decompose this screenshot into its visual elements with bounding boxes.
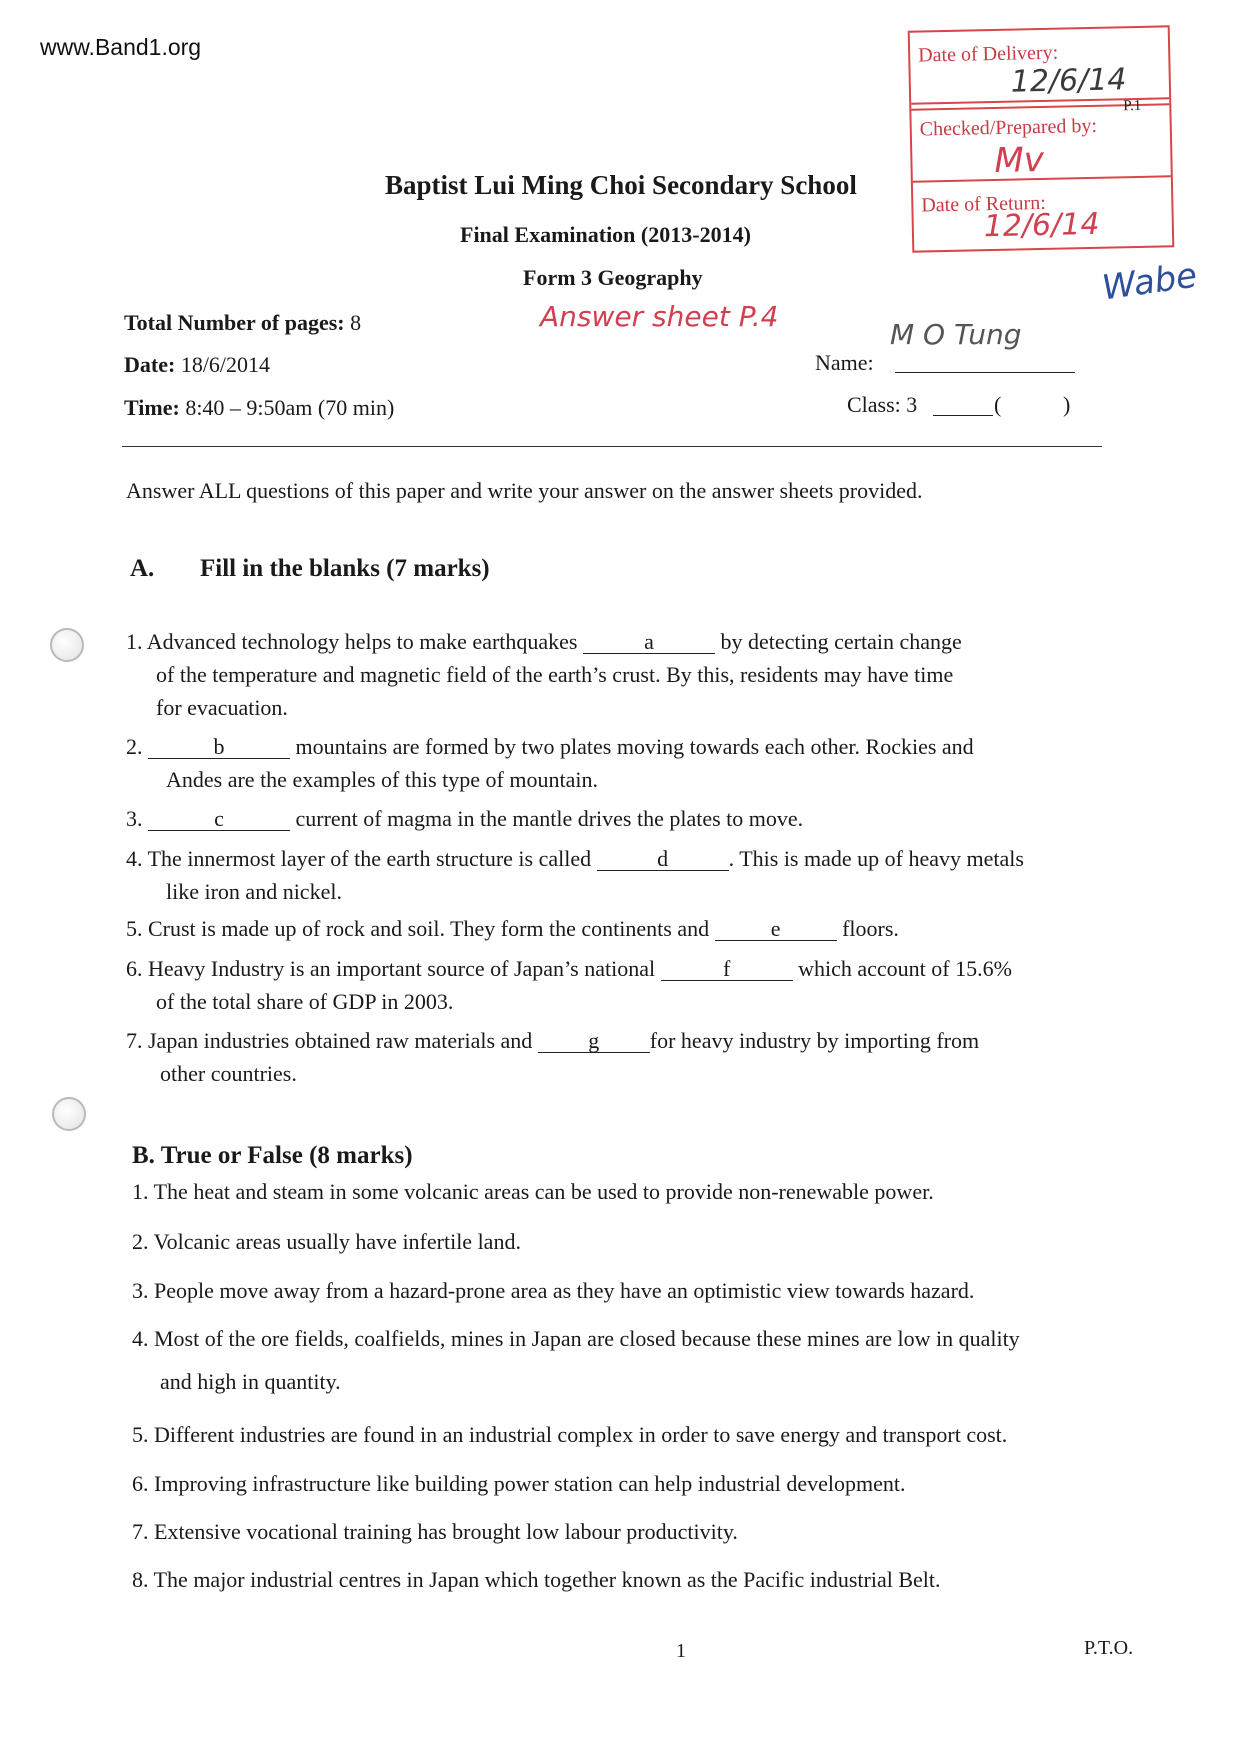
question-number: 7. (126, 1028, 143, 1053)
school-name: Baptist Lui Ming Choi Secondary School (385, 170, 857, 200)
class-label: Class: 3 (847, 392, 918, 417)
binder-hole-bottom (52, 1097, 86, 1131)
question-number: 5. (132, 1422, 149, 1447)
question-text: The major industrial centres in Japan which together known as the Pacific industrial Belt. (153, 1567, 941, 1592)
question-number: 2. (126, 734, 143, 759)
answer-sheet-note: Answer sheet P.4 (540, 300, 779, 333)
date-label: Date: (124, 352, 176, 377)
instruction-text: Answer ALL questions of this paper and write your answer on the answer sheets provided. (126, 478, 923, 503)
question-number: 1. (132, 1179, 149, 1204)
section-b-title: B. True or False (8 marks) (132, 1142, 413, 1169)
question-text: Advanced technology helps to make earthquakes (146, 629, 578, 654)
total-pages (124, 310, 361, 336)
question-number: 1. (126, 629, 143, 654)
stamp-return-label: Date of Return: (921, 191, 1046, 217)
question-a3 (126, 802, 1126, 835)
handwritten-signature: Wabe (1099, 255, 1200, 309)
watermark-url: www.Band1.org (40, 34, 202, 60)
blank-d[interactable]: d (597, 848, 729, 871)
question-b8 (132, 1563, 1132, 1596)
question-number: 3. (132, 1278, 149, 1303)
question-b1 (132, 1175, 1132, 1208)
exam-title: Final Examination (2013-2014) (460, 222, 751, 247)
section-a-title: Fill in the blanks (7 marks) (200, 555, 490, 582)
question-text: current of magma in the mantle drives the plates to move. (295, 806, 804, 831)
question-number: 6. (126, 956, 143, 981)
question-a5 (126, 912, 1126, 945)
question-number: 4. (126, 846, 143, 871)
stamp-page-note: P.1 (1123, 97, 1142, 115)
question-text: Different industries are found in an industrial complex in order to save energy and transport cost. (154, 1422, 1008, 1447)
header-divider (122, 446, 1102, 447)
name-label: Name: (815, 350, 874, 375)
question-text: Heavy Industry is an important source of Japan’s national (148, 956, 656, 981)
exam-time (124, 395, 394, 421)
question-continuation: for evacuation. (156, 695, 288, 720)
blank-e[interactable]: e (715, 918, 837, 941)
question-a7 (126, 1024, 1126, 1090)
name-handwritten: M O Tung (890, 318, 1022, 351)
question-b5 (132, 1418, 1132, 1451)
question-text: The heat and steam in some volcanic areas can be used to provide non-renewable power. (153, 1179, 934, 1204)
stamp-return-value: 12/6/14 (983, 206, 1100, 245)
question-a4 (126, 842, 1126, 908)
question-text: Improving infrastructure like building power station can help industrial development. (154, 1471, 906, 1496)
date-value: 18/6/2014 (180, 352, 271, 377)
question-text: Extensive vocational training has brought low labour productivity. (154, 1519, 738, 1544)
question-a1 (126, 625, 1126, 724)
question-b2 (132, 1225, 1132, 1258)
blank-b[interactable]: b (148, 736, 290, 759)
question-text: Volcanic areas usually have infertile land. (153, 1229, 521, 1254)
stamp-delivery-label: Date of Delivery: (917, 41, 1059, 67)
question-number: 8. (132, 1567, 149, 1592)
question-text: Japan industries obtained raw materials and (148, 1028, 533, 1053)
stamp-checked-label: Checked/Prepared by: (919, 114, 1098, 141)
subject-title: Form 3 Geography (523, 265, 703, 290)
question-text: for heavy industry by importing from (649, 1028, 980, 1053)
question-b7 (132, 1515, 1132, 1548)
time-label: Time: (124, 395, 180, 420)
blank-a[interactable]: a (583, 631, 715, 654)
question-a6 (126, 952, 1126, 1018)
question-continuation: of the total share of GDP in 2003. (156, 989, 454, 1014)
section-a-letter: A. (130, 555, 155, 582)
question-text: mountains are formed by two plates moving towards each other. Rockies and (295, 734, 974, 759)
class-paren-close: ) (1063, 392, 1071, 417)
question-continuation: other countries. (160, 1061, 297, 1086)
please-turn-over: P.T.O. (1084, 1637, 1134, 1659)
question-text: . This is made up of heavy metals (728, 846, 1024, 871)
question-number: 3. (126, 806, 143, 831)
blank-f[interactable]: f (661, 958, 793, 981)
stamp-delivery-value: 12/6/14 (1010, 62, 1127, 100)
name-field[interactable] (895, 372, 1075, 373)
question-text: by detecting certain change (720, 629, 962, 654)
question-text: Most of the ore fields, coalfields, mines in Japan are closed because these mines are low in quality (154, 1326, 1020, 1351)
question-b4 (132, 1322, 1132, 1398)
question-continuation: and high in quantity. (160, 1369, 341, 1394)
question-continuation: of the temperature and magnetic field of the earth’s crust. By this, residents may have time (156, 662, 954, 687)
question-a2 (126, 730, 1126, 796)
class-paren-open: ( (994, 392, 1002, 417)
pages-value: 8 (350, 310, 362, 335)
binder-hole-top (50, 628, 84, 662)
question-number: 2. (132, 1229, 149, 1254)
question-number: 7. (132, 1519, 149, 1544)
stamp-checked-signature: Mv (994, 139, 1045, 181)
question-b6 (132, 1467, 1132, 1500)
page-number: 1 (676, 1640, 686, 1662)
question-text: Crust is made up of rock and soil. They form the continents and (148, 916, 710, 941)
class-field[interactable] (933, 415, 993, 416)
question-text: The innermost layer of the earth structure is called (147, 846, 592, 871)
question-continuation: Andes are the examples of this type of mountain. (166, 767, 598, 792)
question-number: 4. (132, 1326, 149, 1351)
question-text: which account of 15.6% (798, 956, 1012, 981)
exam-date (124, 352, 270, 378)
delivery-stamp (908, 25, 1175, 252)
blank-c[interactable]: c (148, 808, 290, 831)
question-b3 (132, 1274, 1132, 1307)
blank-g[interactable]: g (538, 1030, 650, 1053)
question-number: 5. (126, 916, 143, 941)
time-value: 8:40 – 9:50am (70 min) (185, 395, 395, 420)
question-text: People move away from a hazard-prone area as they have an optimistic view towards hazard. (154, 1278, 975, 1303)
question-continuation: like iron and nickel. (166, 879, 342, 904)
question-number: 6. (132, 1471, 149, 1496)
question-text: floors. (842, 916, 899, 941)
pages-label: Total Number of pages: (124, 310, 345, 335)
